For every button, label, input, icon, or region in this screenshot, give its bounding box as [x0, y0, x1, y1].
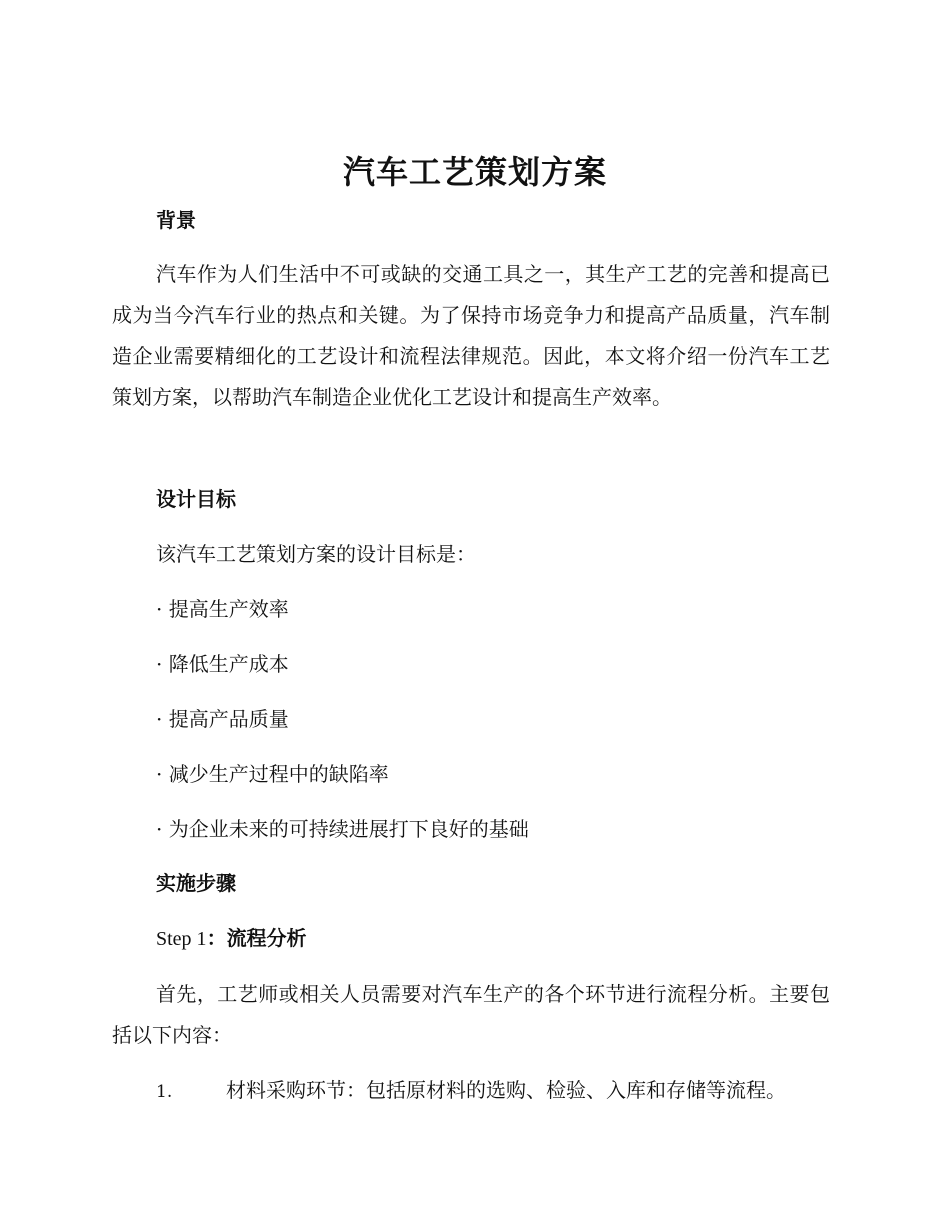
- goal-item-2: · 降低生产成本: [156, 652, 289, 676]
- document-title: 汽车工艺策划方案: [342, 153, 607, 191]
- list-number: 1.: [156, 1082, 173, 1102]
- section-heading-background: 背景: [156, 208, 196, 232]
- goal-item-4: · 减少生产过程中的缺陷率: [156, 762, 389, 786]
- list-text: 材料采购环节：包括原材料的选购、检验、入库和存储等流程。: [226, 1078, 786, 1102]
- goal-item-1: · 提高生产效率: [156, 597, 289, 621]
- step1-label: Step 1: [156, 928, 207, 950]
- section-heading-goals: 设计目标: [156, 487, 236, 511]
- background-paragraph: 汽车作为人们生活中不可或缺的交通工具之一，其生产工艺的完善和提高已成为当今汽车行业的热点和关键。为了保持市场竞争力和提高产品质量，汽车制造企业需要精细化的工艺设计和流程法律规范。因此，本文将介绍一份汽车工艺策划方案，以帮助汽车制造企业优化工艺设计和提高生产效率。: [112, 262, 830, 409]
- goal-item-3: · 提高产品质量: [156, 707, 289, 731]
- step1-paragraph: 首先，工艺师或相关人员需要对汽车生产的各个环节进行流程分析。主要包括以下内容：: [112, 982, 830, 1047]
- section-heading-steps: 实施步骤: [156, 871, 236, 895]
- goal-item-5: · 为企业未来的可持续进展打下良好的基础: [156, 817, 529, 841]
- step1-list-item-1: [156, 1076, 786, 1106]
- step1-heading: [156, 924, 307, 953]
- step1-separator: ：: [206, 926, 227, 950]
- step1-title: 流程分析: [226, 926, 307, 950]
- goals-intro: 该汽车工艺策划方案的设计目标是：: [156, 542, 476, 566]
